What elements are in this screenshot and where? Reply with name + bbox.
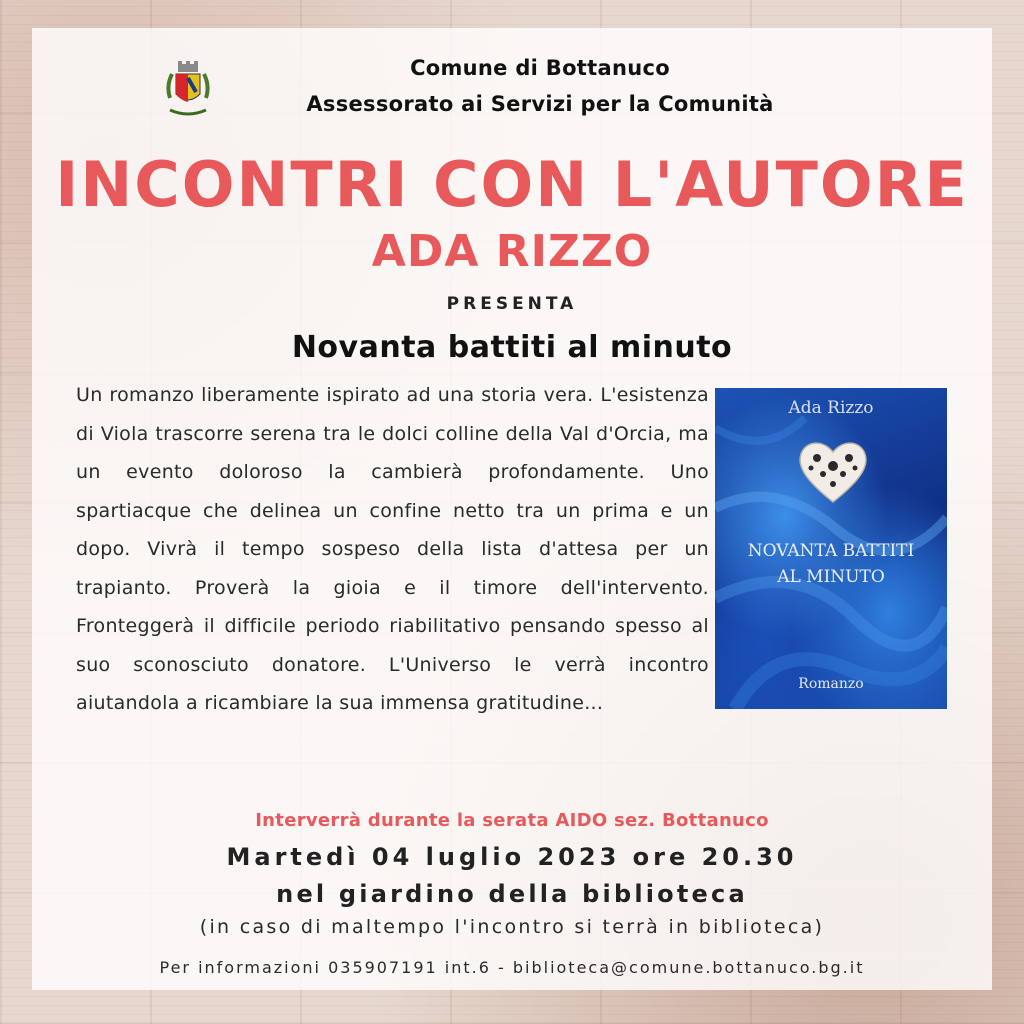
heart-icon <box>795 436 871 506</box>
weather-note: (in caso di maltempo l'incontro si terrà in biblioteca) <box>199 916 825 938</box>
author-name: ADA RIZZO <box>371 226 653 277</box>
cover-title <box>715 538 947 590</box>
contact-info: Per informazioni 035907191 int.6 - biblioteca@comune.bottanuco.bg.it <box>159 958 865 977</box>
event-date: Martedì 04 luglio 2023 ore 20.30 <box>226 843 798 871</box>
book-description: Un romanzo liberamente ispirato ad una storia vera. L'esistenza di Viola trascorre serena tra le dolci colline della Val d'Orcia, ma un evento doloroso la cambierà profondamente. Uno spartiacque che delinea un confine netto tra un prima e un dopo. Vivrà il tempo sospeso della lista d'attesa per un trapianto. Proverà la gioia e il timore dell'intervento. Fronteggerà il difficile periodo riabilitativo pensando spesso al suo sconosciuto donatore. L'Universo le verrà incontro aiutandola a ricambiare la sua immensa gratitudine... <box>76 384 709 714</box>
cover-title-line1: NOVANTA BATTITI <box>747 541 915 561</box>
guest-note: Interverrà durante la serata AIDO sez. Bottanuco <box>255 810 769 831</box>
municipality-name: Comune di Bottanuco <box>410 56 670 80</box>
book-title: Novanta battiti al minuto <box>291 330 733 365</box>
department-name: Assessorato ai Servizi per la Comunità <box>306 92 774 116</box>
presents-label: PRESENTA <box>446 294 578 314</box>
book-cover <box>715 388 947 709</box>
cover-genre: Romanzo <box>798 676 864 692</box>
cover-author: Ada Rizzo <box>788 398 874 418</box>
event-place: nel giardino della biblioteca <box>276 880 748 908</box>
event-title: INCONTRI CON L'AUTORE <box>55 148 969 221</box>
cover-title-line2: AL MINUTO <box>777 567 885 587</box>
